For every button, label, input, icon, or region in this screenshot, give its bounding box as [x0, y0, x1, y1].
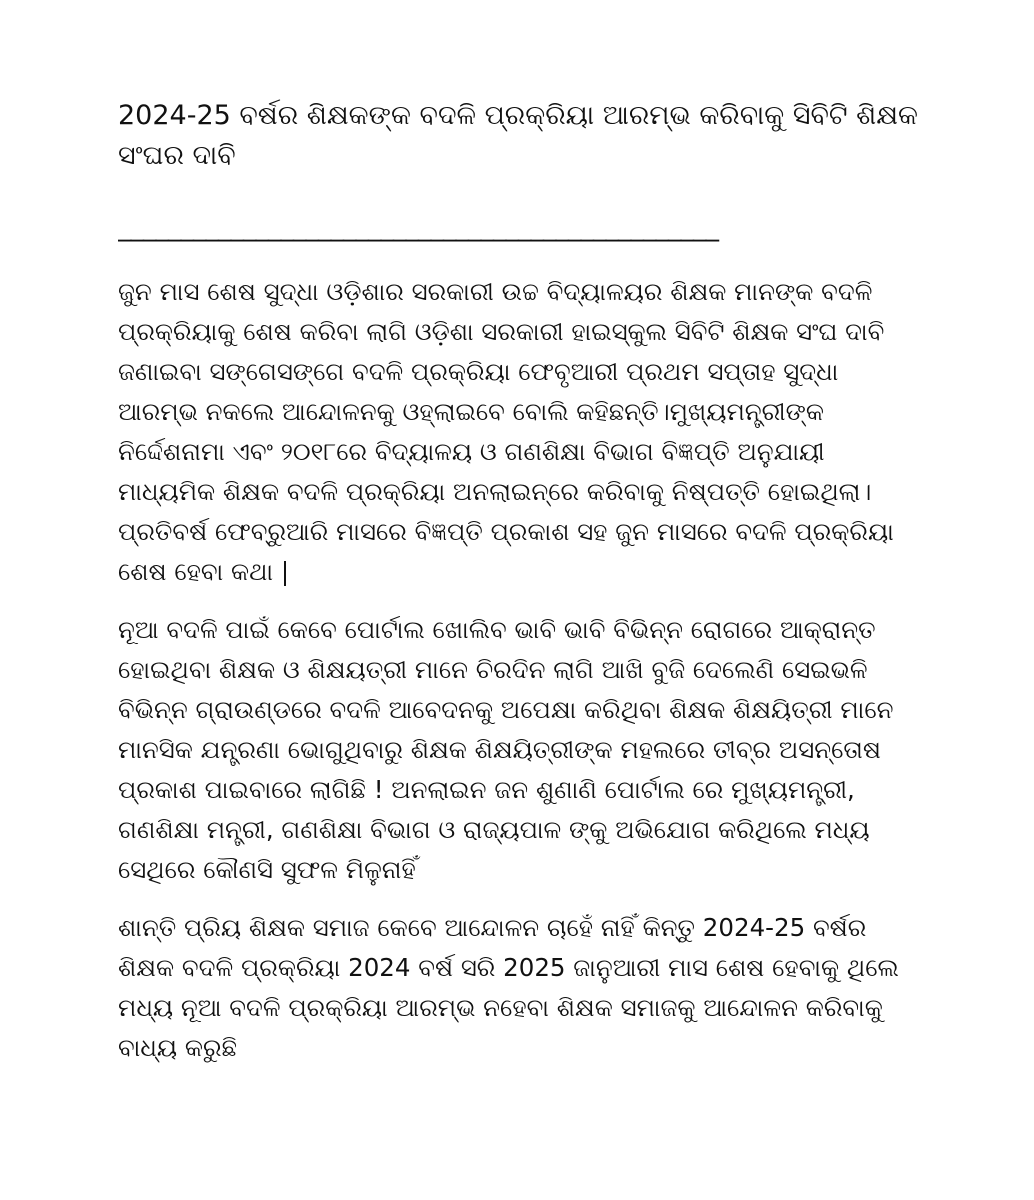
paragraph-2: ନୂଆ ବଦଳି ପାଇଁ କେବେ ପୋର୍ଟାଲ ଖୋଲିବ ଭାବି ଭାବି ବିଭିନ୍ନ ରୋଗରେ ଆକ୍ରାନ୍ତ ହୋଇଥିବା ଶିକ୍ଷକ ଓ ଶିକ୍ଷୟତ୍ରୀ ମାନେ ଚିରଦିନ ଲାଗି ଆଖି ବୁଜି ଦେଲେଣି ସେଇଭଳି ବିଭିନ୍ନ ଗ୍ରାଉଣ୍ଡରେ ବଦଳି ଆବେଦନକୁ ଅପେକ୍ଷା କରିଥିବା ଶିକ୍ଷକ ଶିକ୍ଷୟିତ୍ରୀ ମାନେ ମାନସିକ ଯନ୍ତ୍ରଣା ଭୋଗୁଥିବାରୁ ଶିକ୍ଷକ ଶିକ୍ଷୟିତ୍ରୀଙ୍କ ମହଲରେ ତୀବ୍ର ଅସନ୍ତୋଷ ପ୍ରକାଶ ପାଇବାରେ ଲାଗିଛି ! ଅନଲାଇନ ଜନ ଶୁଣାଣି ପୋର୍ଟାଲ ରେ ମୁଖ୍ୟମନ୍ତ୍ରୀ, ଗଣଶିକ୍ଷା ମନ୍ତ୍ରୀ, ଗଣଶିକ୍ଷା ବିଭାଗ ଓ ରାଜ୍ୟପାଳ ଙ୍କୁ ଅଭିଯୋଗ କରିଥିଲେ ମଧ୍ୟ ସେଥିରେ କୌଣସି ସୁଫଳ ମିଳୁନାହିଁ	[118, 615, 894, 884]
paragraph-1: ଜୁନ ମାସ ଶେଷ ସୁଦ୍ଧା ଓଡ଼ିଶାର ସରକାରୀ ଉଚ୍ଚ ବିଦ୍ୟାଳୟର ଶିକ୍ଷକ ମାନଙ୍କ ବଦଳି ପ୍ରକ୍ରିୟାକୁ ଶେଷ କରିବା ଲାଗି ଓଡ଼ିଶା ସରକାରୀ ହାଇସ୍କୁଲ ସିବିଟି ଶିକ୍ଷକ ସଂଘ ଦାବି ଜଣାଇବା ସଙ୍ଗେସଙ୍ଗେ ବଦଳି ପ୍ରକ୍ରିୟା ଫେବୃଆରୀ ପ୍ରଥମ ସପ୍ତାହ ସୁଦ୍ଧା ଆରମ୍ଭ ନକଲେ ଆନ୍ଦୋଳନକୁ ଓହ୍ଲାଇବେ ବୋଲି କହିଛନ୍ତି।ମୁଖ୍ୟମନ୍ତ୍ରୀଙ୍କ ନିର୍ଦ୍ଦେଶନାମା ଏବଂ ୨୦୧୮ରେ ବିଦ୍ୟାଳୟ ଓ ଗଣଶିକ୍ଷା ବିଭାଗ ବିଜ୍ଞପ୍ତି ଅନୁଯାୟୀ ମାଧ୍ୟମିକ ଶିକ୍ଷକ ବଦଳି ପ୍ରକ୍ରିୟା ଅନଲାଇନ୍‌ରେ କରିବାକୁ ନିଷ୍ପତ୍ତି ହୋଇଥିଲା। ପ୍ରତିବର୍ଷ ଫେବ୍ରୁଆରି ମାସରେ ବିଜ୍ଞପ୍ତି ପ୍ରକାଶ ସହ ଜୁନ ମାସରେ ବଦଳି ପ୍ରକ୍ରିୟା ଶେଷ ହେବା କଥା |	[118, 277, 894, 586]
title-separator: ________________________________________________	[118, 212, 718, 242]
article-title: 2024-25 ବର୍ଷର ଶିକ୍ଷକଙ୍କ ବଦଳି ପ୍ରକ୍ରିୟା ଆରମ୍ଭ କରିବାକୁ ସିବିଟି ଶିକ୍ଷକ ସଂଘର ଦାବି	[118, 100, 919, 171]
paragraph-3: ଶାନ୍ତି ପ୍ରିୟ ଶିକ୍ଷକ ସମାଜ କେବେ ଆନ୍ଦୋଳନ ଚାହେଁ ନାହିଁ କିନ୍ତୁ 2024-25 ବର୍ଷର ଶିକ୍ଷକ ବଦଳି ପ୍ରକ୍ରିୟା 2024 ବର୍ଷ ସରି 2025 ଜାନୁଆରୀ ମାସ ଶେଷ ହେବାକୁ ଥିଲେ ମଧ୍ୟ ନୂଆ ବଦଳି ପ୍ରକ୍ରିୟା ଆରମ୍ଭ ନହେବା ଶିକ୍ଷକ ସମାଜକୁ ଆନ୍ଦୋଳନ କରିବାକୁ ବାଧ୍ୟ କରୁଛି	[118, 913, 899, 1062]
